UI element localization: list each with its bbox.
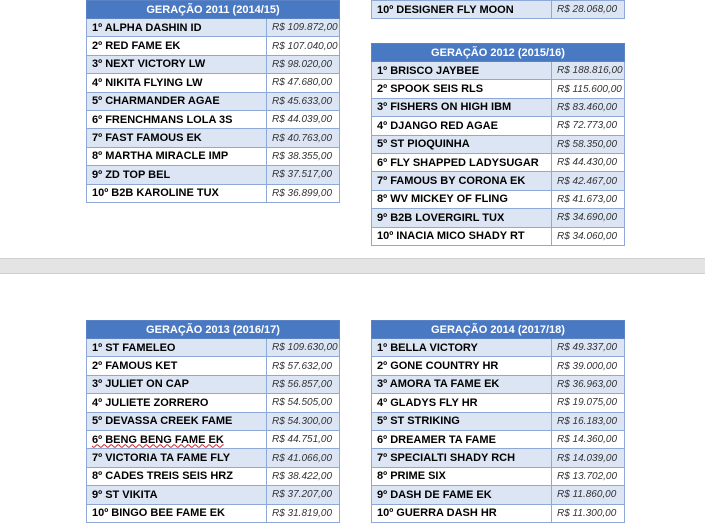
- horse-name: 4º DJANGO RED AGAE: [372, 117, 552, 135]
- prize-value: R$ 41.066,00: [267, 449, 340, 467]
- table-row: [372, 1, 625, 19]
- horse-name: 3º AMORA TA FAME EK: [372, 375, 552, 393]
- horse-name: 4º NIKITA FLYING LW: [87, 74, 267, 92]
- prize-value: R$ 36.899,00: [267, 184, 340, 202]
- horse-name: 6º FRENCHMANS LOLA 3S: [87, 110, 267, 128]
- prize-value: R$ 44.039,00: [267, 110, 340, 128]
- table-row: [372, 80, 625, 98]
- table-row: [372, 339, 625, 357]
- table-geracao-2011: [86, 0, 340, 203]
- table-row: [87, 412, 340, 430]
- table-row: [372, 504, 625, 522]
- table-row: [87, 129, 340, 147]
- table-row: [372, 430, 625, 448]
- prize-value: R$ 44.751,00: [267, 430, 340, 448]
- horse-name: 10º GUERRA DASH HR: [372, 504, 552, 522]
- table-row: [87, 375, 340, 393]
- horse-name: 2º FAMOUS KET: [87, 357, 267, 375]
- horse-name: 6º BENG BENG FAME EK: [87, 430, 267, 448]
- horse-name: 10º B2B KAROLINE TUX: [87, 184, 267, 202]
- prize-value: R$ 98.020,00: [267, 55, 340, 73]
- table-title: GERAÇÃO 2013 (2016/17): [87, 321, 340, 339]
- horse-name: 5º DEVASSA CREEK FAME: [87, 412, 267, 430]
- horse-name: 6º DREAMER TA FAME: [372, 430, 552, 448]
- table-row: [372, 153, 625, 171]
- horse-name: 1º ST FAMELEO: [87, 339, 267, 357]
- prize-value: R$ 40.763,00: [267, 129, 340, 147]
- table-row: [87, 467, 340, 485]
- horse-name: 3º NEXT VICTORY LW: [87, 55, 267, 73]
- table-row: [87, 55, 340, 73]
- table-title: GERAÇÃO 2014 (2017/18): [372, 321, 625, 339]
- table-row: [87, 449, 340, 467]
- prize-value: R$ 107.040,00: [267, 37, 340, 55]
- horse-name: 3º JULIET ON CAP: [87, 375, 267, 393]
- horse-name: 4º JULIETE ZORRERO: [87, 394, 267, 412]
- prize-value: R$ 115.600,00: [552, 80, 625, 98]
- table-row: [87, 166, 340, 184]
- prize-value: R$ 19.075,00: [552, 394, 625, 412]
- prize-value: R$ 83.460,00: [552, 98, 625, 116]
- horse-name: 10º DESIGNER FLY MOON: [372, 1, 552, 19]
- prize-value: R$ 109.872,00: [267, 19, 340, 37]
- table-row: [372, 209, 625, 227]
- table-row: [372, 375, 625, 393]
- prize-value: R$ 28.068,00: [552, 1, 625, 19]
- horse-name: 7º FAST FAMOUS EK: [87, 129, 267, 147]
- prize-value: R$ 11.860,00: [552, 486, 625, 504]
- prize-value: R$ 39.000,00: [552, 357, 625, 375]
- horse-name: 10º BINGO BEE FAME EK: [87, 504, 267, 522]
- table-row: [87, 430, 340, 448]
- prize-value: R$ 34.060,00: [552, 227, 625, 245]
- table-row: [87, 394, 340, 412]
- prize-value: R$ 14.039,00: [552, 449, 625, 467]
- horse-name: 2º SPOOK SEIS RLS: [372, 80, 552, 98]
- table-title: GERAÇÃO 2011 (2014/15): [87, 1, 340, 19]
- horse-name: 9º B2B LOVERGIRL TUX: [372, 209, 552, 227]
- prize-value: R$ 58.350,00: [552, 135, 625, 153]
- page-break-gap: [0, 258, 705, 274]
- table-row: [372, 135, 625, 153]
- table-row: [87, 339, 340, 357]
- table-row: [372, 62, 625, 80]
- horse-name: 5º ST STRIKING: [372, 412, 552, 430]
- horse-name: 8º MARTHA MIRACLE IMP: [87, 147, 267, 165]
- prize-value: R$ 34.690,00: [552, 209, 625, 227]
- table-title: GERAÇÃO 2012 (2015/16): [372, 44, 625, 62]
- horse-name: 7º VICTORIA TA FAME FLY: [87, 449, 267, 467]
- horse-name: 9º ST VIKITA: [87, 486, 267, 504]
- horse-name: 1º ALPHA DASHIN ID: [87, 19, 267, 37]
- table-row: [372, 190, 625, 208]
- horse-name: 8º CADES TREIS SEIS HRZ: [87, 467, 267, 485]
- table-geracao-2013: [86, 320, 340, 523]
- prize-value: R$ 47.680,00: [267, 74, 340, 92]
- prize-value: R$ 54.300,00: [267, 412, 340, 430]
- horse-name: 7º FAMOUS BY CORONA EK: [372, 172, 552, 190]
- prize-value: R$ 42.467,00: [552, 172, 625, 190]
- horse-name: 6º FLY SHAPPED LADYSUGAR: [372, 153, 552, 171]
- table-row: [87, 92, 340, 110]
- table-row: [372, 357, 625, 375]
- prize-value: R$ 37.517,00: [267, 166, 340, 184]
- horse-name: 1º BRISCO JAYBEE: [372, 62, 552, 80]
- table-row: [372, 467, 625, 485]
- horse-name: 9º ZD TOP BEL: [87, 166, 267, 184]
- prize-value: R$ 14.360,00: [552, 430, 625, 448]
- prize-value: R$ 16.183,00: [552, 412, 625, 430]
- table-row: [87, 504, 340, 522]
- horse-name: 8º PRIME SIX: [372, 467, 552, 485]
- prize-value: R$ 41.673,00: [552, 190, 625, 208]
- table-row: [87, 19, 340, 37]
- prize-value: R$ 38.355,00: [267, 147, 340, 165]
- table-row: [87, 37, 340, 55]
- prize-value: R$ 57.632,00: [267, 357, 340, 375]
- table-geracao-2012: [371, 43, 625, 246]
- table-row: [372, 412, 625, 430]
- table-row: [372, 172, 625, 190]
- horse-name: 10º INACIA MICO SHADY RT: [372, 227, 552, 245]
- prize-value: R$ 56.857,00: [267, 375, 340, 393]
- table-row: [372, 449, 625, 467]
- horse-name: 2º RED FAME EK: [87, 37, 267, 55]
- table-row: [87, 147, 340, 165]
- horse-name: 1º BELLA VICTORY: [372, 339, 552, 357]
- prize-value: R$ 45.633,00: [267, 92, 340, 110]
- table-row: [372, 394, 625, 412]
- horse-name: 4º GLADYS FLY HR: [372, 394, 552, 412]
- prize-value: R$ 11.300,00: [552, 504, 625, 522]
- table-geracao-2010-tail: [371, 0, 625, 19]
- prize-value: R$ 37.207,00: [267, 486, 340, 504]
- table-row: [372, 117, 625, 135]
- horse-name: 2º GONE COUNTRY HR: [372, 357, 552, 375]
- table-row: [372, 98, 625, 116]
- table-geracao-2014: [371, 320, 625, 523]
- prize-value: R$ 72.773,00: [552, 117, 625, 135]
- table-row: [372, 227, 625, 245]
- horse-name: 5º ST PIOQUINHA: [372, 135, 552, 153]
- prize-value: R$ 31.819,00: [267, 504, 340, 522]
- horse-name: 8º WV MICKEY OF FLING: [372, 190, 552, 208]
- prize-value: R$ 13.702,00: [552, 467, 625, 485]
- prize-value: R$ 188.816,00: [552, 62, 625, 80]
- prize-value: R$ 38.422,00: [267, 467, 340, 485]
- table-row: [87, 184, 340, 202]
- prize-value: R$ 36.963,00: [552, 375, 625, 393]
- table-row: [87, 74, 340, 92]
- horse-name: 7º SPECIALTI SHADY RCH: [372, 449, 552, 467]
- horse-name: 3º FISHERS ON HIGH IBM: [372, 98, 552, 116]
- prize-value: R$ 54.505,00: [267, 394, 340, 412]
- prize-value: R$ 49.337,00: [552, 339, 625, 357]
- table-row: [87, 357, 340, 375]
- horse-name: 5º CHARMANDER AGAE: [87, 92, 267, 110]
- table-row: [372, 486, 625, 504]
- table-row: [87, 110, 340, 128]
- prize-value: R$ 44.430,00: [552, 153, 625, 171]
- prize-value: R$ 109.630,00: [267, 339, 340, 357]
- horse-name: 9º DASH DE FAME EK: [372, 486, 552, 504]
- table-row: [87, 486, 340, 504]
